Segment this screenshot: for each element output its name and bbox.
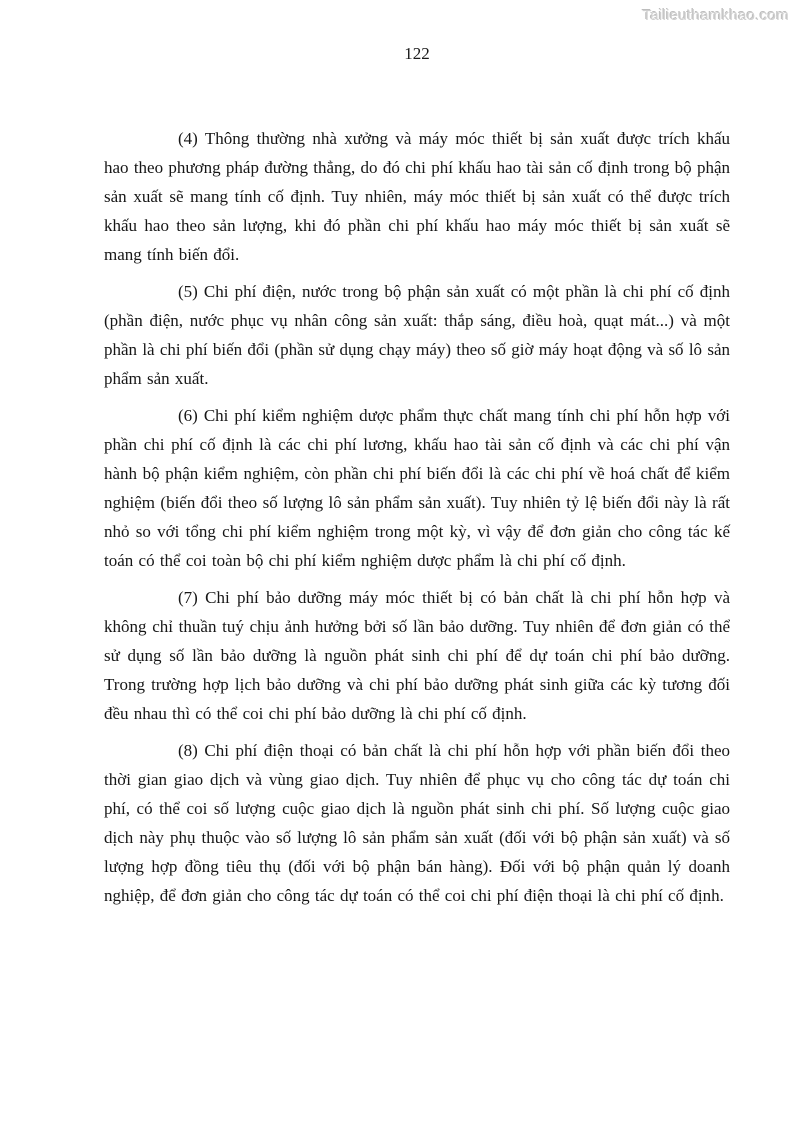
page-number: 122: [404, 44, 430, 63]
document-body: [104, 124, 730, 918]
site-watermark: Tailieuthamkhao.com: [642, 7, 789, 24]
paragraph: (5) Chi phí điện, nước trong bộ phận sản xuất có một phần là chi phí cố định (phần điện, nước phục vụ nhân công sản xuất: thắp sáng, điều hoà, quạt mát...) và một phần là chi phí biến đổi (phần sử dụng chạy máy) theo số giờ máy hoạt động và số lô sản phẩm sản xuất.: [104, 282, 730, 388]
paragraph: (7) Chi phí bảo dưỡng máy móc thiết bị có bản chất là chi phí hỗn hợp và không chỉ thuần tuý chịu ảnh hưởng bởi số lần bảo dưỡng. Tuy nhiên để đơn giản có thể sử dụng số lần bảo dưỡng là nguồn phát sinh chi phí để dự toán chi phí bảo dưỡng. Trong trường hợp lịch bảo dưỡng và chi phí bảo dưỡng phát sinh giữa các kỳ tương đối đều nhau thì có thể coi chi phí bảo dưỡng là chi phí cố định.: [104, 588, 730, 723]
paragraph: (8) Chi phí điện thoại có bản chất là chi phí hỗn hợp với phần biến đổi theo thời gian giao dịch và vùng giao dịch. Tuy nhiên để phục vụ cho công tác dự toán chi phí, có thể coi số lượng cuộc giao dịch là nguồn phát sinh chi phí. Số lượng cuộc giao dịch này phụ thuộc vào số lượng lô sản phẩm sản xuất (đối với bộ phận sản xuất) và số lượng hợp đồng tiêu thụ (đối với bộ phận bán hàng). Đối với bộ phận quản lý doanh nghiệp, để đơn giản cho công tác dự toán có thể coi chi phí điện thoại là chi phí cố định.: [104, 741, 730, 905]
paragraph: (4) Thông thường nhà xưởng và máy móc thiết bị sản xuất được trích khấu hao theo phương pháp đường thẳng, do đó chi phí khấu hao tài sản cố định trong bộ phận sản xuất sẽ mang tính cố định. Tuy nhiên, máy móc thiết bị sản xuất có thể được trích khấu hao theo sản lượng, khi đó phần chi phí khấu hao máy móc thiết bị sản xuất sẽ mang tính biến đổi.: [104, 129, 730, 264]
paragraph: (6) Chi phí kiểm nghiệm dược phẩm thực chất mang tính chi phí hỗn hợp với phần chi phí cố định là các chi phí lương, khấu hao tài sản cố định và các chi phí vận hành bộ phận kiểm nghiệm, còn phần chi phí biến đổi là các chi phí về hoá chất để kiểm nghiệm (biến đổi theo số lượng lô sản phẩm sản xuất). Tuy nhiên tỷ lệ biến đổi này là rất nhỏ so với tổng chi phí kiểm nghiệm trong một kỳ, vì vậy để đơn giản cho công tác kế toán có thể coi toàn bộ chi phí kiểm nghiệm dược phẩm là chi phí cố định.: [104, 406, 730, 570]
